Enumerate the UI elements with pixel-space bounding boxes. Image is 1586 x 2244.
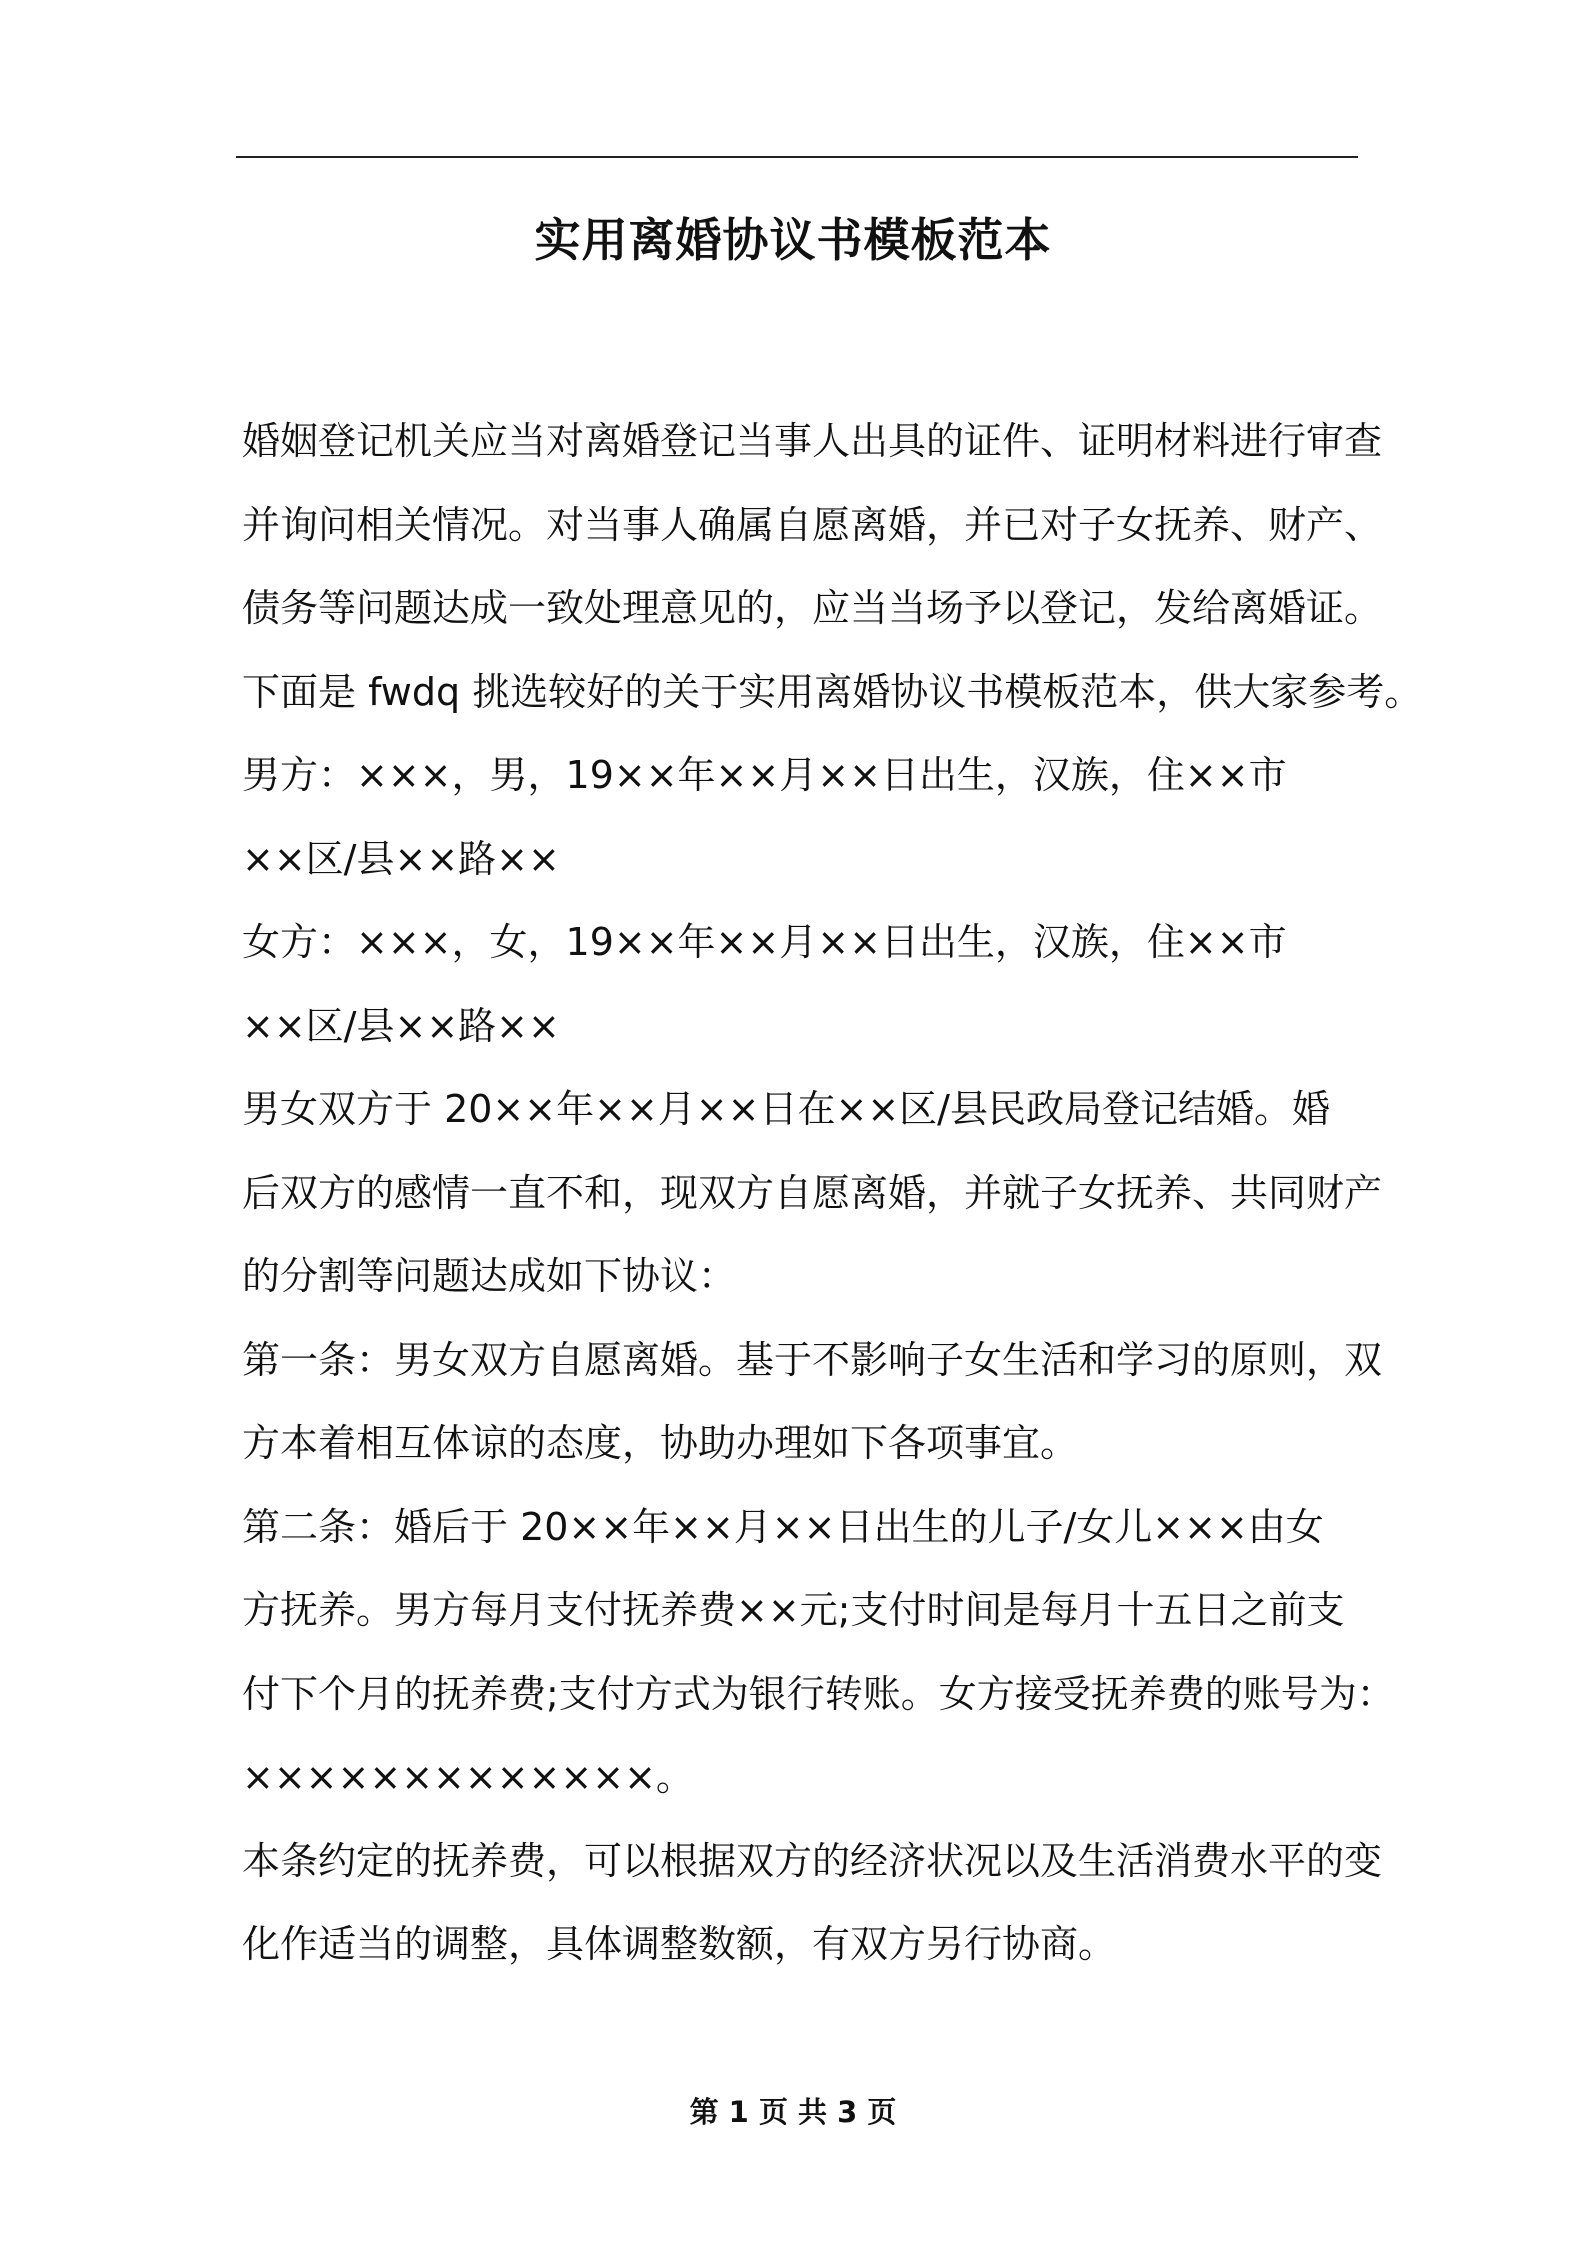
text-line: 债务等问题达成一致处理意见的，应当当场予以登记，发给离婚证。 [242,586,1383,630]
text-line: 付下个月的抚养费;支付方式为银行转账。女方接受抚养费的账号为： [242,1671,1395,1716]
text-line: 化作适当的调整，具体调整数额，有双方另行协商。 [242,1922,1117,1966]
text-line: 本条约定的抚养费，可以根据双方的经济状况以及生活消费水平的变 [242,1838,1383,1883]
text-line: 后双方的感情一直不和，现双方自愿离婚，并就子女抚养、共同财产 [242,1170,1383,1215]
text-line: 男方：×××，男，19××年××月××日出生，汉族，住××市 [242,753,1287,797]
text-line: 第二条：婚后于 20××年××月××日出生的儿子/女儿×××由女 [242,1504,1324,1549]
text-line: 的分割等问题达成如下协议： [242,1254,737,1298]
text-line: ×××××××××××××。 [242,1755,694,1799]
text-line: ××区/县××路×× [242,1003,560,1048]
text-line: 婚姻登记机关应当对离婚登记当事人出具的证件、证明材料进行审查 [242,419,1383,463]
text-line: ××区/县××路×× [242,836,560,881]
page-number-footer: 第 1 页 共 3 页 [689,2095,897,2129]
document-body [242,400,1423,1987]
text-line: 下面是 fwdq 挑选较好的关于实用离婚协议书模板范本，供大家参考。 [242,669,1423,714]
header-rule [236,156,1358,158]
document-title: 实用离婚协议书模板范本 [534,213,1052,267]
text-line: 并询问相关情况。对当事人确属自愿离婚，并已对子女抚养、财产、 [242,502,1383,547]
text-line: 方本着相互体谅的态度，协助办理如下各项事宜。 [242,1421,1079,1465]
text-line: 女方：×××，女，19××年××月××日出生，汉族，住××市 [242,920,1287,964]
text-line: 第一条：男女双方自愿离婚。基于不影响子女生活和学习的原则，双 [242,1337,1383,1382]
text-line: 方抚养。男方每月支付抚养费××元;支付时间是每月十五日之前支 [242,1588,1345,1632]
text-line: 男女双方于 20××年××月××日在××区/县民政局登记结婚。婚 [242,1087,1330,1131]
